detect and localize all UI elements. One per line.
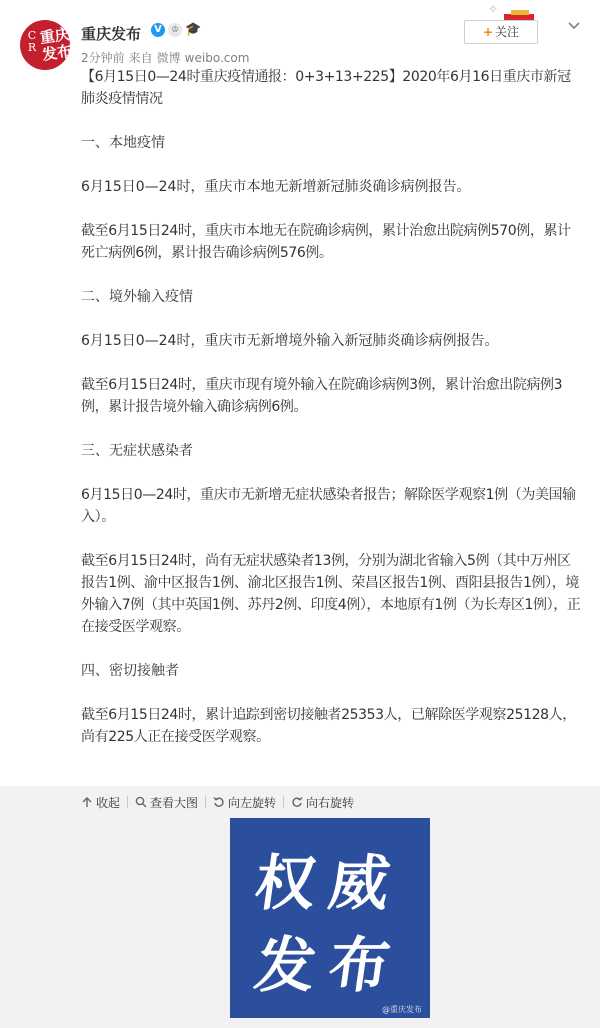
divider <box>205 796 206 808</box>
post-meta <box>81 49 249 66</box>
post-paragraph: 6月15日0—24时，重庆市本地无新增新冠肺炎确诊病例报告。 <box>81 179 471 195</box>
view-large-label: 查看大图 <box>150 795 199 810</box>
media-toolbar <box>81 794 354 810</box>
post-paragraph: 6月15日0—24时，重庆市无新增无症状感染者报告；解除医学观察1例（为美国输入）。 <box>81 487 576 525</box>
section-heading: 二、境外输入疫情 <box>81 289 193 305</box>
divider <box>127 796 128 808</box>
follow-label: 关注 <box>495 25 520 39</box>
collapse-label: 收起 <box>96 795 121 810</box>
rotate-right-icon <box>291 796 303 808</box>
member-crown-icon: ♔ <box>168 23 182 37</box>
section-heading: 四、密切接触者 <box>81 663 179 679</box>
post-headline: 【6月15日0—24时重庆疫情通报：0+3+13+225】2020年6月16日重庆市新冠肺炎疫情情况 <box>81 69 571 107</box>
flag-decoration-icon: ✧ <box>486 2 536 26</box>
post-paragraph: 截至6月15日24时，尚有无症状感染者13例，分别为湖北省输入5例（其中万州区报告1例、渝中区报告1例、渝北区报告1例、荣昌区报告1例、酉阳县报告1例），境外输入7例（其中英国1例、苏丹2例、印度4例），本地原有1例（为长寿区1例），正在接受医学观察。 <box>81 553 581 635</box>
image-title-line2: 发布 <box>250 931 409 1001</box>
plus-icon: + <box>482 25 494 39</box>
source-domain[interactable]: weibo.com <box>184 51 250 65</box>
arrow-up-icon <box>81 796 93 808</box>
verified-icon: V <box>151 23 165 37</box>
rotate-left-label: 向左旋转 <box>228 795 277 810</box>
rotate-right-label: 向右旋转 <box>306 795 355 810</box>
media-panel <box>0 786 600 1028</box>
author-name[interactable]: 重庆发布 <box>81 25 142 43</box>
rotate-left-icon <box>213 796 225 808</box>
section-heading: 三、无症状感染者 <box>81 443 193 459</box>
source-app[interactable]: 微博 <box>156 51 181 65</box>
post-image[interactable] <box>230 818 430 1018</box>
magnifier-icon <box>135 796 147 808</box>
post-paragraph: 截至6月15日24时，累计追踪到密切接触者25353人，已解除医学观察25128人，尚有225人正在接受医学观察。 <box>81 707 576 745</box>
post-time[interactable]: 2分钟前 <box>81 51 125 65</box>
post-content <box>81 66 581 748</box>
avatar-cr-mark: C R <box>27 29 37 54</box>
graduation-cap-icon: 🎓 <box>185 22 202 37</box>
divider <box>283 796 284 808</box>
section-heading: 一、本地疫情 <box>81 135 165 151</box>
view-large-button[interactable] <box>135 794 198 811</box>
post-paragraph: 截至6月15日24时，重庆市现有境外输入在院确诊病例3例，累计治愈出院病例3例，累计报告境外输入确诊病例6例。 <box>81 377 563 415</box>
post-paragraph: 截至6月15日24时，重庆市本地无在院确诊病例，累计治愈出院病例570例，累计死亡病例6例，累计报告确诊病例576例。 <box>81 223 571 261</box>
avatar-logo-text: 重庆发布 <box>38 25 74 64</box>
source-prefix: 来自 <box>128 51 153 65</box>
rotate-left-button[interactable] <box>213 794 276 811</box>
author-badges <box>151 23 201 37</box>
rotate-right-button[interactable] <box>291 794 354 811</box>
avatar[interactable] <box>20 20 74 70</box>
collapse-button[interactable] <box>81 794 120 811</box>
follow-button[interactable] <box>464 20 538 44</box>
image-watermark: @重庆发布 <box>382 1005 422 1014</box>
image-title-line1: 权威 <box>250 849 409 919</box>
post-paragraph: 6月15日0—24时，重庆市无新增境外输入新冠肺炎确诊病例报告。 <box>81 333 499 349</box>
chevron-down-icon[interactable] <box>566 18 582 34</box>
